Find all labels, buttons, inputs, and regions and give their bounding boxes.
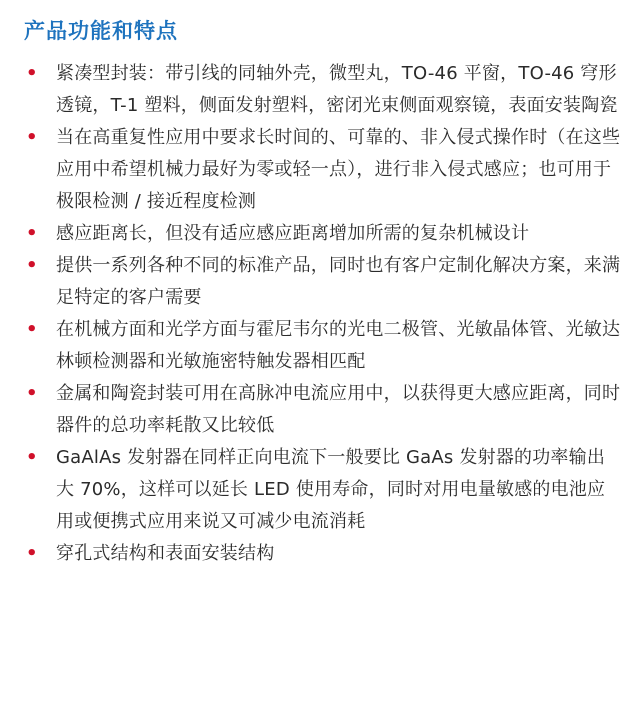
bullet-icon: •	[26, 255, 38, 276]
feature-text: GaAlAs 发射器在同样正向电流下一般要比 GaAs 发射器的功率输出大 70%，这样可以延长 LED 使用寿命，同时对用电量敏感的电池应用或便携式应用来说又可减少电流消耗	[56, 447, 606, 532]
feature-text: 当在高重复性应用中要求长时间的、可靠的、非入侵式操作时（在这些应用中希望机械力最好为零或轻一点），进行非入侵式感应；也可用于极限检测 / 接近程度检测	[56, 127, 621, 212]
section-title: 产品功能和特点	[24, 19, 178, 43]
feature-text: 提供一系列各种不同的标准产品，同时也有客户定制化解决方案，来满足特定的客户需要	[56, 255, 621, 308]
bullet-icon: •	[26, 63, 38, 84]
feature-text: 穿孔式结构和表面安装结构	[56, 543, 275, 564]
feature-item	[24, 122, 623, 218]
feature-item	[24, 58, 623, 122]
feature-item	[24, 538, 623, 570]
feature-item	[24, 250, 623, 314]
feature-text: 紧凑型封装：带引线的同轴外壳，微型丸，TO-46 平窗，TO-46 穹形透镜，T-1 塑料，侧面发射塑料，密闭光束侧面观察镜，表面安装陶瓷	[56, 63, 618, 116]
bullet-icon: •	[26, 447, 38, 468]
feature-list	[24, 58, 623, 570]
feature-item	[24, 218, 623, 250]
feature-text: 金属和陶瓷封装可用在高脉冲电流应用中，以获得更大感应距离，同时器件的总功率耗散又比较低	[56, 383, 621, 436]
bullet-icon: •	[26, 319, 38, 340]
bullet-icon: •	[26, 543, 38, 564]
bullet-icon: •	[26, 223, 38, 244]
feature-item	[24, 314, 623, 378]
feature-text: 在机械方面和光学方面与霍尼韦尔的光电二极管、光敏晶体管、光敏达林顿检测器和光敏施密特触发器相匹配	[56, 319, 621, 372]
feature-item	[24, 378, 623, 442]
feature-text: 感应距离长，但没有适应感应距离增加所需的复杂机械设计	[56, 223, 530, 244]
feature-item	[24, 442, 623, 538]
bullet-icon: •	[26, 127, 38, 148]
bullet-icon: •	[26, 383, 38, 404]
